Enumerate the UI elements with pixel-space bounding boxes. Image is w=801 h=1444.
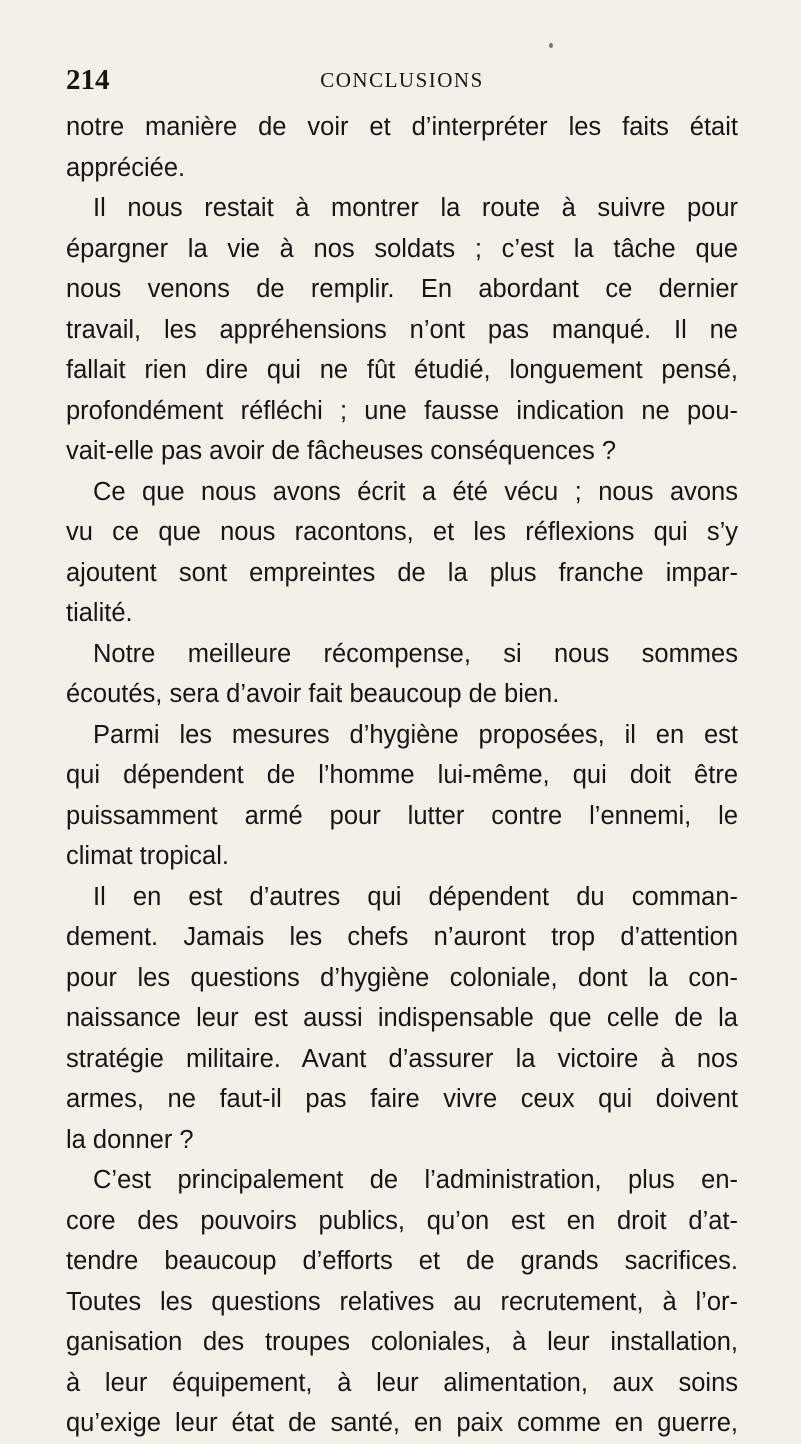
text-line: Parmi les mesures d’hygiène proposées, il en est: [93, 720, 738, 749]
text-line: vait-elle pas avoir de fâcheuses conséquences ?: [66, 437, 617, 465]
text-line: Il en est d’autres qui dépendent du comman-: [93, 882, 738, 911]
text-line: C’est principalement de l’administration, plus en-: [93, 1166, 738, 1194]
text-line: climat tropical.: [66, 842, 229, 870]
text-line: armes, ne faut-il pas faire vivre ceux qui doivent: [66, 1085, 738, 1113]
paper-speck: [549, 43, 553, 48]
text-line: qu’exige leur état de santé, en paix comme en guerre,: [66, 1409, 738, 1437]
text-line: notre manière de voir et d’interpréter les faits était: [66, 113, 738, 141]
text-line: puissamment armé pour lutter contre l’ennemi, le: [66, 801, 738, 830]
text-line: core des pouvoirs publics, qu’on est en droit d’at-: [66, 1206, 738, 1235]
text-line: dement. Jamais les chefs n’auront trop d’attention: [66, 923, 738, 951]
page-header: [66, 62, 738, 98]
text-line: Toutes les questions relatives au recrutement, à l’or-: [66, 1287, 738, 1316]
text-line: ganisation des troupes coloniales, à leur installation,: [66, 1328, 738, 1356]
text-line: Ce que nous avons écrit a été vécu ; nous avons: [93, 477, 738, 506]
text-line: fallait rien dire qui ne fût étudié, longuement pensé,: [66, 356, 738, 384]
body-text: [66, 107, 738, 1444]
text-line: Il nous restait à montrer la route à suivre pour: [93, 194, 738, 222]
text-line: Notre meilleure récompense, si nous sommes: [93, 639, 738, 668]
text-line: profondément réfléchi ; une fausse indication ne pou-: [66, 396, 738, 425]
text-line: la donner ?: [66, 1125, 194, 1154]
text-line: naissance leur est aussi indispensable que celle de la: [66, 1004, 738, 1032]
running-title: CONCLUSIONS: [320, 68, 484, 92]
text-line: tendre beaucoup d’efforts et de grands sacrifices.: [66, 1247, 738, 1275]
text-line: travail, les appréhensions n’ont pas manqué. Il ne: [66, 315, 738, 344]
text-line: écoutés, sera d’avoir fait beaucoup de bien.: [66, 680, 560, 708]
text-line: épargner la vie à nos soldats ; c’est la tâche que: [66, 234, 738, 263]
text-line: à leur équipement, à leur alimentation, aux soins: [66, 1368, 738, 1397]
text-line: stratégie militaire. Avant d’assurer la victoire à nos: [66, 1044, 738, 1073]
text-line: pour les questions d’hygiène coloniale, dont la con-: [66, 963, 738, 992]
page-number: 214: [66, 64, 110, 96]
text-line: vu ce que nous racontons, et les réflexions qui s’y: [66, 518, 738, 546]
text-line: tialité.: [66, 599, 133, 627]
text-line: nous venons de remplir. En abordant ce dernier: [66, 275, 738, 303]
text-line: qui dépendent de l’homme lui-même, qui doit être: [66, 761, 738, 789]
text-line: ajoutent sont empreintes de la plus franche impar-: [66, 558, 738, 587]
text-line: appréciée.: [66, 153, 186, 182]
